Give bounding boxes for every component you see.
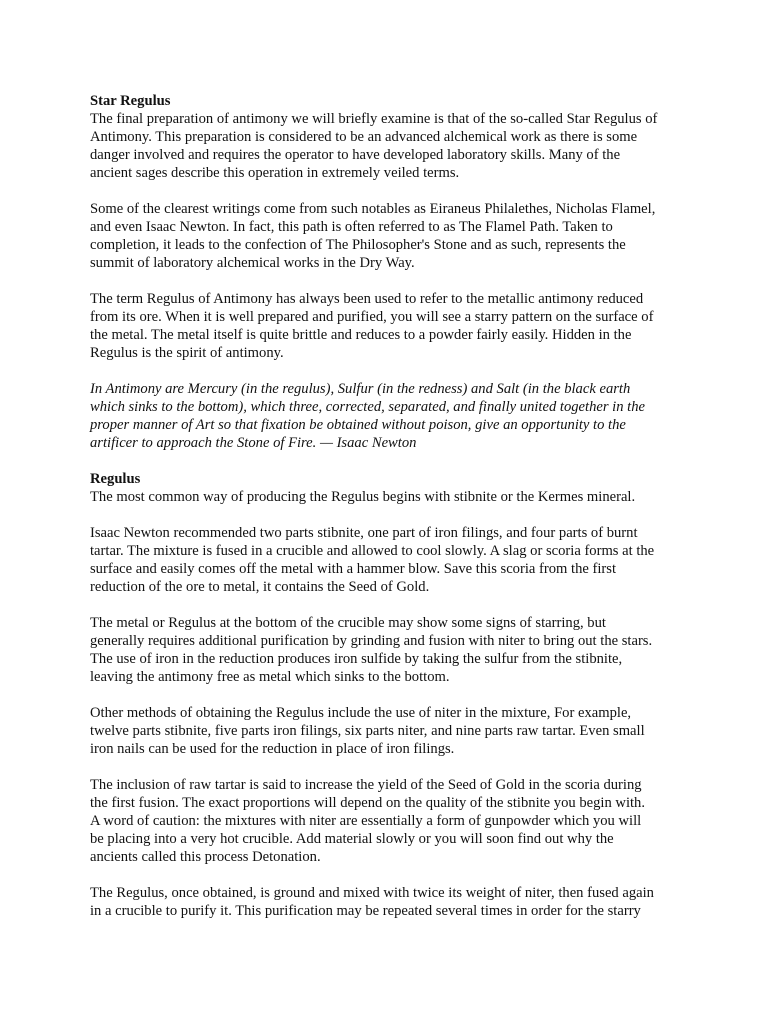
paragraph xyxy=(90,884,690,920)
text-line: The most common way of producing the Regulus begins with stibnite or the Kermes mineral. xyxy=(90,489,636,505)
text-line: The Regulus, once obtained, is ground and mixed with twice its weight of niter, then fused again xyxy=(90,885,654,901)
text-line: ancient sages describe this operation in extremely veiled terms. xyxy=(90,165,460,181)
text-line: The use of iron in the reduction produces iron sulfide by taking the sulfur from the stibnite, xyxy=(90,651,623,667)
newton-quote xyxy=(90,380,690,452)
text-line: summit of laboratory alchemical works in the Dry Way. xyxy=(90,255,415,271)
text-line: In Antimony are Mercury (in the regulus), Sulfur (in the redness) and Salt (in the black earth xyxy=(90,381,631,397)
text-line: Some of the clearest writings come from such notables as Eiraneus Philalethes, Nicholas Flamel, xyxy=(90,201,656,217)
section-heading: Regulus xyxy=(90,471,141,487)
text-line: leaving the antimony free as metal which sinks to the bottom. xyxy=(90,669,450,685)
text-line: proper manner of Art so that fixation be obtained without poison, give an opportunity to the xyxy=(90,417,626,433)
paragraph xyxy=(90,704,690,758)
section-star-regulus xyxy=(90,92,690,452)
paragraph xyxy=(90,110,690,182)
text-line: surface and easily comes off the metal with a hammer blow. Save this scoria from the first xyxy=(90,561,617,577)
text-line: The term Regulus of Antimony has always been used to refer to the metallic antimony reduced xyxy=(90,291,644,307)
section-heading: Star Regulus xyxy=(90,93,171,109)
text-line: twelve parts stibnite, five parts iron filings, six parts niter, and nine parts raw tartar. Even small xyxy=(90,723,645,739)
text-line: A word of caution: the mixtures with niter are essentially a form of gunpowder which you will xyxy=(90,813,642,829)
paragraph xyxy=(90,776,690,866)
text-line: generally requires additional purification by grinding and fusion with niter to bring out the stars. xyxy=(90,633,653,649)
text-line: Isaac Newton recommended two parts stibnite, one part of iron filings, and four parts of burnt xyxy=(90,525,638,541)
text-line: which sinks to the bottom), which three, corrected, separated, and finally united together in the xyxy=(90,399,646,415)
text-line: from its ore. When it is well prepared and purified, you will see a starry pattern on the surface of xyxy=(90,309,654,325)
text-line: the metal. The metal itself is quite brittle and reduces to a powder fairly easily. Hidden in the xyxy=(90,327,632,343)
text-line: Antimony. This preparation is considered to be an advanced alchemical work as there is some xyxy=(90,129,638,145)
paragraph xyxy=(90,488,690,506)
text-line: iron nails can be used for the reduction in place of iron filings. xyxy=(90,741,455,757)
text-line: completion, it leads to the confection of The Philosopher's Stone and as such, represents the xyxy=(90,237,626,253)
text-line: reduction of the ore to metal, it contains the Seed of Gold. xyxy=(90,579,430,595)
text-line: The final preparation of antimony we will briefly examine is that of the so-called Star Regulus of xyxy=(90,111,658,127)
document-page xyxy=(90,92,690,938)
text-line: The inclusion of raw tartar is said to increase the yield of the Seed of Gold in the scoria during xyxy=(90,777,642,793)
text-line: tartar. The mixture is fused in a crucible and allowed to cool slowly. A slag or scoria forms at the xyxy=(90,543,655,559)
text-line: Regulus is the spirit of antimony. xyxy=(90,345,284,361)
paragraph xyxy=(90,200,690,272)
section-regulus xyxy=(90,470,690,920)
text-line: The metal or Regulus at the bottom of the crucible may show some signs of starring, but xyxy=(90,615,606,631)
text-line: danger involved and requires the operator to have developed laboratory skills. Many of the xyxy=(90,147,621,163)
text-line: and even Isaac Newton. In fact, this path is often referred to as The Flamel Path. Taken to xyxy=(90,219,613,235)
text-line: ancients called this process Detonation. xyxy=(90,849,321,865)
text-line: Other methods of obtaining the Regulus include the use of niter in the mixture, For example, xyxy=(90,705,632,721)
text-line: the first fusion. The exact proportions will depend on the quality of the stibnite you begin with. xyxy=(90,795,646,811)
paragraph xyxy=(90,614,690,686)
paragraph xyxy=(90,524,690,596)
text-line: in a crucible to purify it. This purification may be repeated several times in order for the starry xyxy=(90,903,641,919)
paragraph xyxy=(90,290,690,362)
text-line: be placing into a very hot crucible. Add material slowly or you will soon find out why the xyxy=(90,831,614,847)
text-line: artificer to approach the Stone of Fire. — Isaac Newton xyxy=(90,435,417,451)
